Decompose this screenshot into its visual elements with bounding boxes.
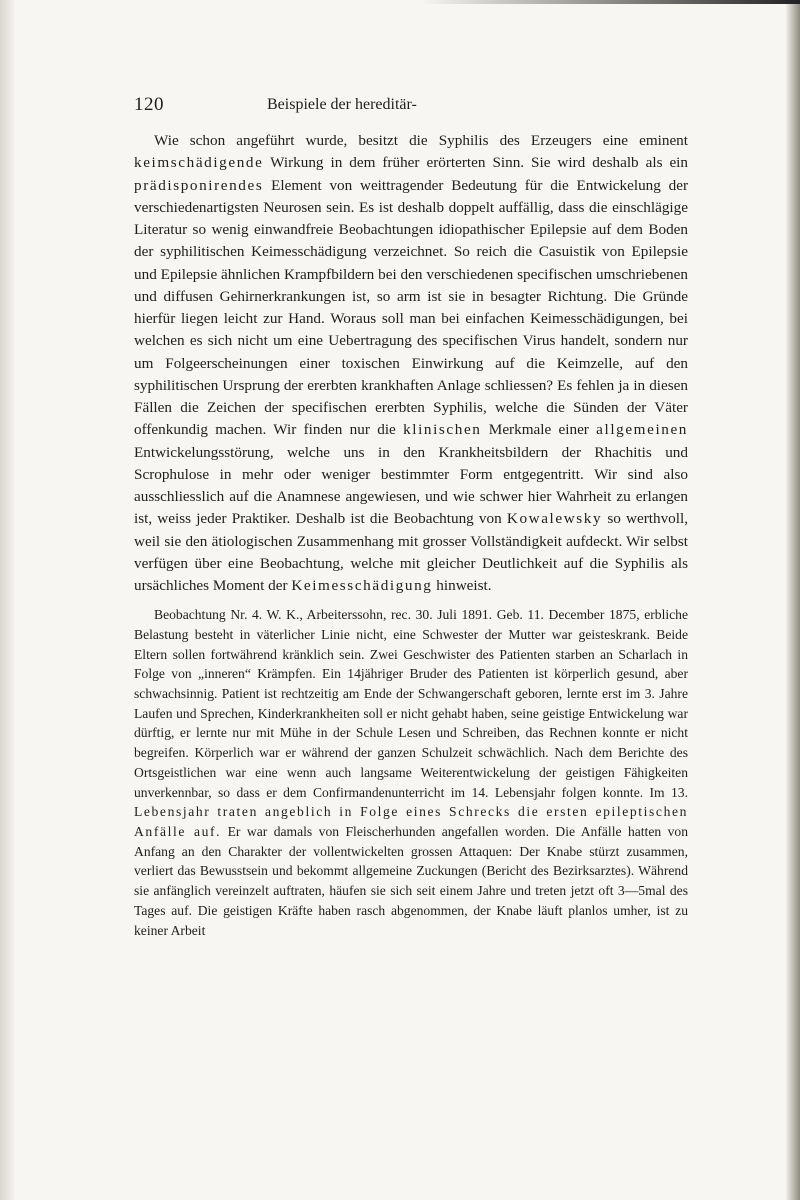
text-run: so werthvoll, weil sie den ätiologischen Zusammenhang mit grosser Vollständigkeit aufdeckt. Wir selbst verfügen über eine Beobachtung, welche mit gleicher Deutlichkeit auf die Syphilis als ursächliches Moment der: [134, 510, 688, 594]
running-head: Beispiele der hereditär-: [267, 96, 417, 113]
emphasized-text: allgemeinen: [596, 421, 688, 439]
text-run: Beobachtung Nr. 4. W. K., Arbeiterssohn, rec. 30. Juli 1891. Geb. 11. December 1875, erbliche Belastung besteht in väterlicher Linie nicht, eine Schwester der Mutter war geisteskrank. Beide Eltern sollen fortwährend kränklich sein. Zwei Geschwister des Patienten starben an Scharlach in Folge von „inneren“ Krämpfen. Ein 14jähriger Bruder des Patienten ist körperlich gesund, aber schwachsinnig. Patient ist rechtzeitig am Ende der Schwangerschaft geboren, lernte erst im 3. Jahre Laufen und Sprechen, Kinderkrankheiten soll er nicht gehabt haben, seine geistige Entwickelung war dürftig, er lernte nur mit Mühe in der Schule Lesen und Schreiben, das Rechnen konnte er nicht begreifen. Körperlich war er während der ganzen Schulzeit schwächlich. Nach dem Berichte des Ortsgeistlichen war eine wenn auch langsame Weiterentwickelung der geistigen Fähigkeiten unverkennbar, so dass er dem Confirmandenunterricht im 14. Lebensjahr folgen konnte. Im 13.: [134, 607, 688, 800]
emphasized-text: Lebensjahr traten angeblich in Folge eines Schrecks die ersten epileptischen Anfälle auf.: [134, 804, 688, 839]
text-run: Wirkung in dem früher erörterten Sinn. Sie wird deshalb als ein: [263, 154, 688, 172]
emphasized-text: klinischen: [403, 421, 482, 439]
emphasized-text: prädisponirendes: [134, 176, 264, 194]
text-run: hinweist.: [432, 577, 492, 594]
main-paragraph: [134, 130, 688, 597]
text-run: Merkmale einer: [481, 421, 597, 439]
emphasized-text: Keimesschädigung: [291, 577, 433, 594]
case-observation: [134, 605, 688, 940]
text-run: Entwickelungsstörung, welche uns in den Krankheitsbildern der Rhachitis und Scrophulose in mehr oder weniger bestimmter Form entgegentritt. Wir sind also ausschliesslich auf die Anamnese angewiesen, und wie schwer hier Wahrheit zu erlangen ist, weiss jeder Praktiker. Deshalb ist die Beobachtung von: [134, 443, 688, 528]
body-text: [134, 130, 688, 940]
page-edge: [786, 0, 800, 1200]
page-header: [134, 94, 688, 120]
page-gutter: [0, 0, 14, 1200]
text-run: Er war damals von Fleischerhunden angefallen worden. Die Anfälle hatten von Anfang an den Charakter der vollentwickelten grossen Attaquen: Der Knabe stürzt zusammen, verliert das Bewusstsein und bekommt allgemeine Zuckungen (Bericht des Bezirksarztes). Während sie anfänglich vereinzelt auftraten, häufen sie sich seit einem Jahre und treten jetzt oft 3—5mal des Tages auf. Die geistigen Kräfte haben rasch abgenommen, der Knabe läuft planlos umher, ist zu keiner Arbeit: [134, 823, 688, 938]
emphasized-text: keimschädigende: [134, 154, 264, 172]
text-run: Element von weittragender Bedeutung für die Entwickelung der verschiedenartigsten Neurosen sein. Es ist deshalb doppelt auffällig, dass die einschlägige Literatur so wenig einwandfreie Beobachtungen idiopathischer Epilepsie auf dem Boden der syphilitischen Keimesschädigung verzeichnet. So reich die Casuistik von Epilepsie und Epilepsie ähnlichen Krampfbildern bei den verschiedenen specifischen umschriebenen und diffusen Gehirnerkrankungen ist, so arm ist sie in besagter Richtung. Die Gründe hierfür liegen leicht zur Hand. Woraus soll man bei einfachen Keimesschädigungen, bei welchen es sich nicht um eine Uebertragung des specifischen Virus handelt, sondern nur um Folgeerscheinungen einer toxischen Einwirkung auf die Keimzelle, auf den syphilitischen Ursprung der ererbten krankhaften Anlage schliessen? Es fehlen ja in diesen Fällen die Zeichen der specifischen ererbten Syphilis, welche die Sünden der Väter offenkundig machen. Wir finden nur die: [134, 176, 688, 439]
emphasized-author-name: Kowalewsky: [506, 510, 603, 528]
page-top-shadow: [420, 0, 800, 4]
text-run: Wie schon angeführt wurde, besitzt die Syphilis des Erzeugers eine eminent: [154, 132, 688, 149]
page-number: 120: [134, 94, 164, 115]
